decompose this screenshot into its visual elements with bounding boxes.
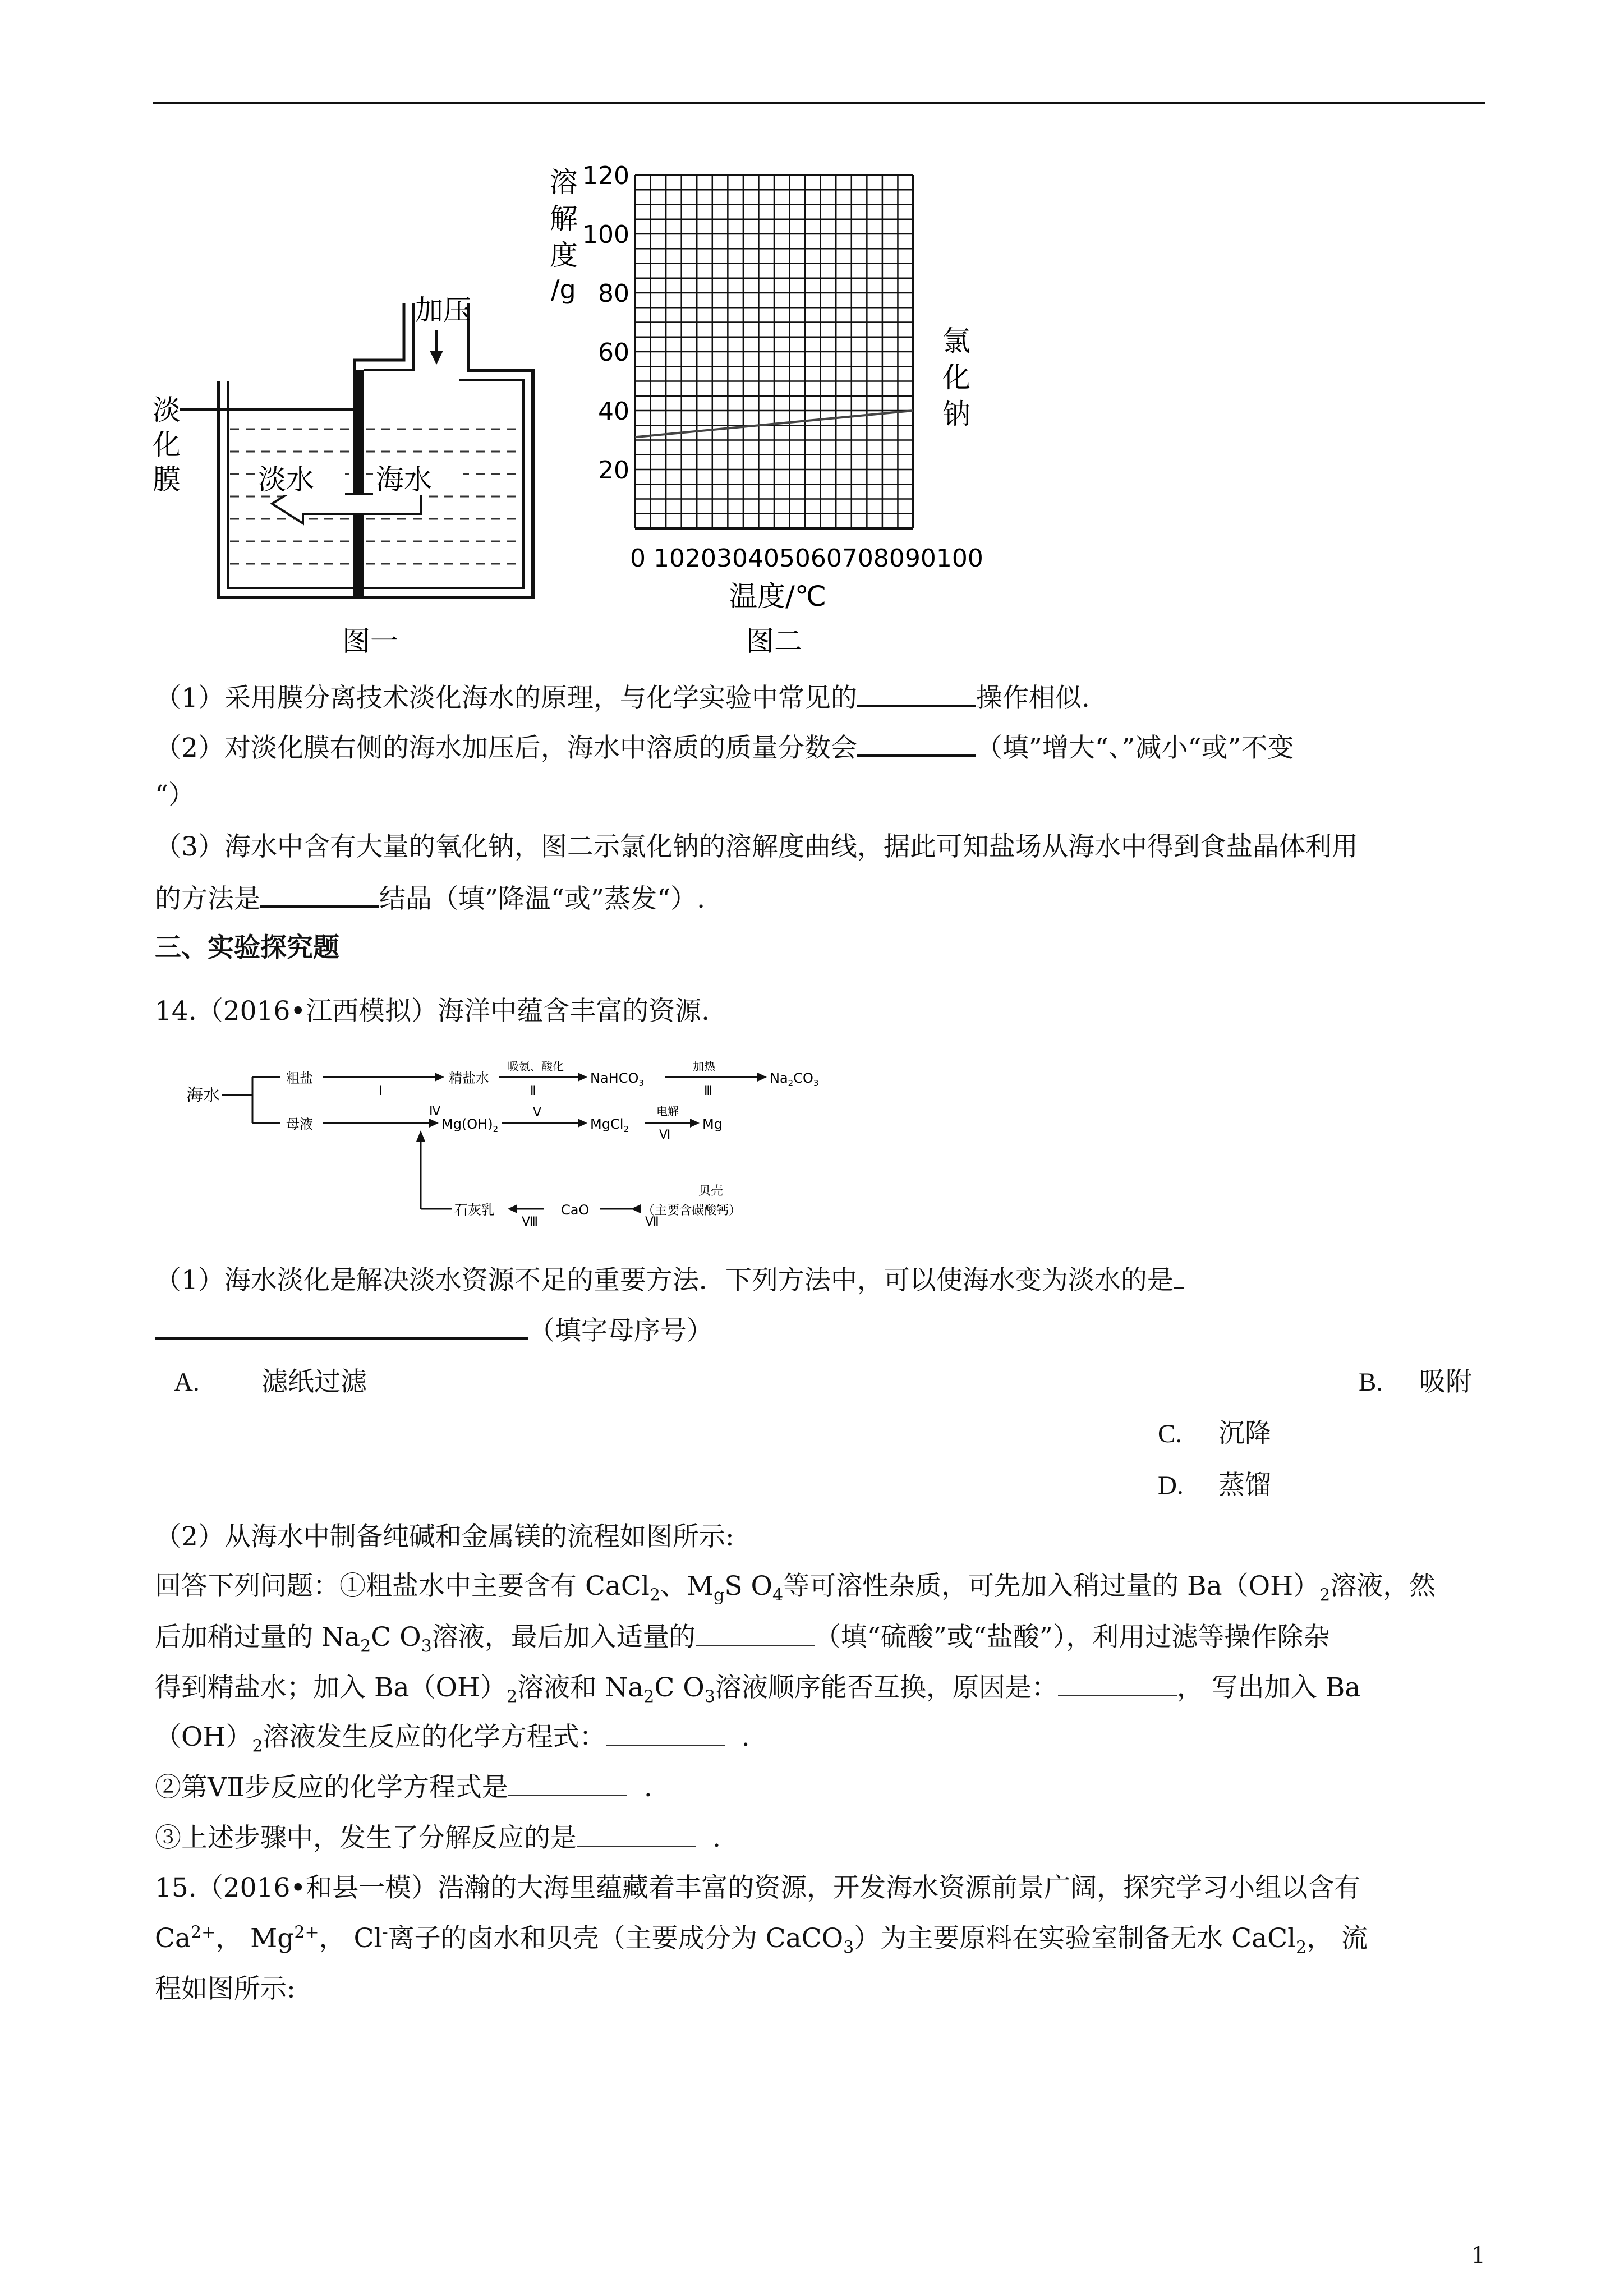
q15-line-3: 程如图所示: — [155, 1973, 296, 2004]
y-tick-label: 120 — [582, 162, 629, 190]
section-heading: 三、实验探究题 — [155, 932, 339, 963]
flow-step-6: Ⅵ — [659, 1128, 671, 1142]
flow-seawater: 海水 — [186, 1085, 220, 1105]
flow-na2co3: $Na_2CO_3$ — [770, 1070, 819, 1088]
answer-blank[interactable] — [857, 680, 976, 707]
q13-part3: （3）海水中含有大量的氧化钠，图二示氯化钠的溶解度曲线，据此可知盐场从海水中得到食盐晶体利用 — [155, 831, 1358, 862]
flow-shell: 贝壳 — [698, 1184, 724, 1198]
flow-step-3: Ⅲ — [704, 1084, 713, 1098]
q14-part1: （1）海水淡化是解决淡水资源不足的重要方法．下列方法中，可以使海水变为淡水的是 — [155, 1262, 1184, 1297]
series-label-1: 氯 — [942, 325, 970, 357]
q14-option-a-letter: A. — [174, 1368, 200, 1397]
q14-option-c-letter: C. — [1158, 1419, 1183, 1448]
q15-line-1: 15.（2016•和县一模）浩瀚的大海里蕴藏着丰富的资源，开发海水资源前景广阔，探究学习小组以含有 — [155, 1872, 1361, 1903]
membrane-label-2: 化 — [153, 429, 181, 461]
flow-mg: Mg — [702, 1116, 723, 1132]
answer-blank[interactable] — [857, 730, 976, 757]
pressure-label: 加压 — [415, 294, 471, 326]
q13-part1: （1）采用膜分离技术淡化海水的原理，与化学实验中常见的 操作相似. — [155, 680, 1090, 715]
flow-step-4: Ⅳ — [429, 1105, 441, 1119]
tank-outline — [219, 303, 533, 597]
series-label-2: 化 — [942, 361, 970, 394]
flow-absorb-ammonia: 吸氨、酸化 — [508, 1060, 564, 1073]
q14-answer-line-5: ②第VⅡ步反应的化学方程式是 . — [155, 1770, 652, 1805]
flow-electrolysis: 电解 — [656, 1105, 679, 1118]
q14-title: 14.（2016•江西模拟）海洋中蕴含丰富的资源. — [155, 996, 710, 1027]
pressure-arrow — [430, 351, 443, 365]
answer-blank[interactable] — [260, 881, 379, 908]
chart-ylabel-1: 溶 — [550, 166, 578, 199]
q14-option-d-letter: D. — [1158, 1471, 1184, 1500]
figure-1-caption: 图一 — [342, 625, 398, 657]
y-tick-label: 40 — [598, 397, 629, 426]
answer-blank[interactable] — [508, 1770, 627, 1796]
flow-shell-note: （主要含碳酸钙） — [642, 1204, 742, 1218]
chart-ylabel-4: /g — [551, 274, 576, 305]
q14-option-a: 滤纸过滤 — [261, 1366, 367, 1397]
y-tick-label: 100 — [582, 220, 629, 249]
q14-answer-line-3: 得到精盐水；加入 $Ba(OH)_2$溶液和 $Na_2C$ $O_3$溶液顺序能否互换，原因是： ， 写出加入 Ba — [155, 1671, 1360, 1705]
flow-step-8: Ⅷ — [522, 1215, 538, 1229]
q14-answer-line-4: $(OH)_2$溶液发生反应的化学方程式： . — [155, 1720, 750, 1754]
membrane — [355, 370, 364, 597]
freshwater-label: 淡水 — [258, 463, 314, 496]
y-tick-label: 60 — [598, 338, 629, 367]
flow-mgoh2: $Mg(OH)_2$ — [441, 1116, 499, 1134]
membrane-label-1: 淡 — [153, 394, 181, 426]
q13-part3-cont: 的方法是 结晶（填”降温“或”蒸发“）. — [155, 881, 705, 916]
q13-part2: （2）对淡化膜右侧的海水加压后，海水中溶质的质量分数会 （填”增大“、”减小“或”不变 — [155, 730, 1294, 765]
figure-2-solubility-chart — [550, 157, 999, 679]
q13-part2-cont: “） — [155, 780, 195, 811]
q15-line-2: $Ca^{2+}$， $Mg^{2+}$， Cl-离子的卤水和贝壳（主要成分为 CaCO$_3$）为主要原料在实验室制备无水 CaCl$_2$， 流 — [155, 1922, 1368, 1958]
flow-crude-salt: 粗盐 — [286, 1070, 313, 1086]
q14-option-b-letter: B. — [1359, 1368, 1383, 1397]
flow-mgcl2: MgCl$_2$ — [590, 1116, 629, 1134]
chart-ylabel-3: 度 — [550, 239, 578, 272]
q14-answer-line-1: 回答下列问题：①粗盐水中主要含有 CaCl$_2$、$M_gS$ $O_4$等可溶性杂质，可先加入稍过量的 $Ba(OH)_2$溶液，然 — [155, 1571, 1436, 1605]
flow-heat: 加热 — [693, 1060, 715, 1073]
chart-ylabel-2: 解 — [550, 203, 578, 235]
q14-option-d: 蒸馏 — [1218, 1470, 1271, 1501]
flow-lime-milk: 石灰乳 — [454, 1202, 495, 1218]
flow-step-7: Ⅶ — [645, 1215, 659, 1229]
seawater-label: 海水 — [376, 463, 432, 496]
flow-nahco3: NaHCO$_3$ — [590, 1070, 644, 1088]
answer-blank[interactable] — [155, 1313, 528, 1340]
answer-blank[interactable] — [696, 1620, 815, 1646]
flow-cao: CaO — [561, 1202, 590, 1218]
series-label-3: 钠 — [942, 398, 970, 430]
figure-2-caption: 图二 — [746, 625, 802, 657]
q14-flow-diagram — [185, 1060, 892, 1234]
flow-step-2: Ⅱ — [530, 1084, 536, 1098]
q14-part2: （2）从海水中制备纯碱和金属镁的流程如图所示: — [155, 1521, 734, 1552]
chart-grid — [635, 175, 913, 528]
flow-step-5: Ⅴ — [533, 1106, 542, 1120]
header-rule — [153, 102, 1485, 104]
y-tick-label: 20 — [598, 456, 629, 485]
chart-xlabel: 温度/℃ — [729, 580, 826, 613]
answer-blank[interactable] — [577, 1821, 696, 1847]
q14-option-b: 吸附 — [1419, 1366, 1472, 1397]
y-tick-label: 80 — [598, 279, 629, 308]
answer-blank[interactable] — [1058, 1671, 1177, 1696]
q14-part1-cont: （填字母序号） — [155, 1313, 713, 1348]
q14-answer-line-2: 后加稍过量的 $Na_2C$ $O_3$溶液，最后加入适量的 （填“硫酸”或“盐酸”），利用过滤等操作除杂 — [155, 1620, 1329, 1654]
flow-mother-liquor: 母液 — [286, 1116, 313, 1132]
q14-option-c: 沉降 — [1218, 1418, 1271, 1449]
figure-1-membrane-diagram — [151, 292, 544, 673]
flow-step-1: Ⅰ — [379, 1084, 383, 1098]
answer-blank[interactable] — [1174, 1262, 1184, 1289]
page-number: 1 — [1471, 2243, 1485, 2269]
flow-refined-brine: 精盐水 — [449, 1070, 489, 1086]
membrane-label-3: 膜 — [153, 463, 181, 496]
chart-xtick-labels: 0 102030405060708090100 — [630, 544, 983, 573]
q14-answer-line-6: ③上述步骤中，发生了分解反应的是 . — [155, 1821, 721, 1855]
answer-blank[interactable] — [606, 1720, 725, 1746]
